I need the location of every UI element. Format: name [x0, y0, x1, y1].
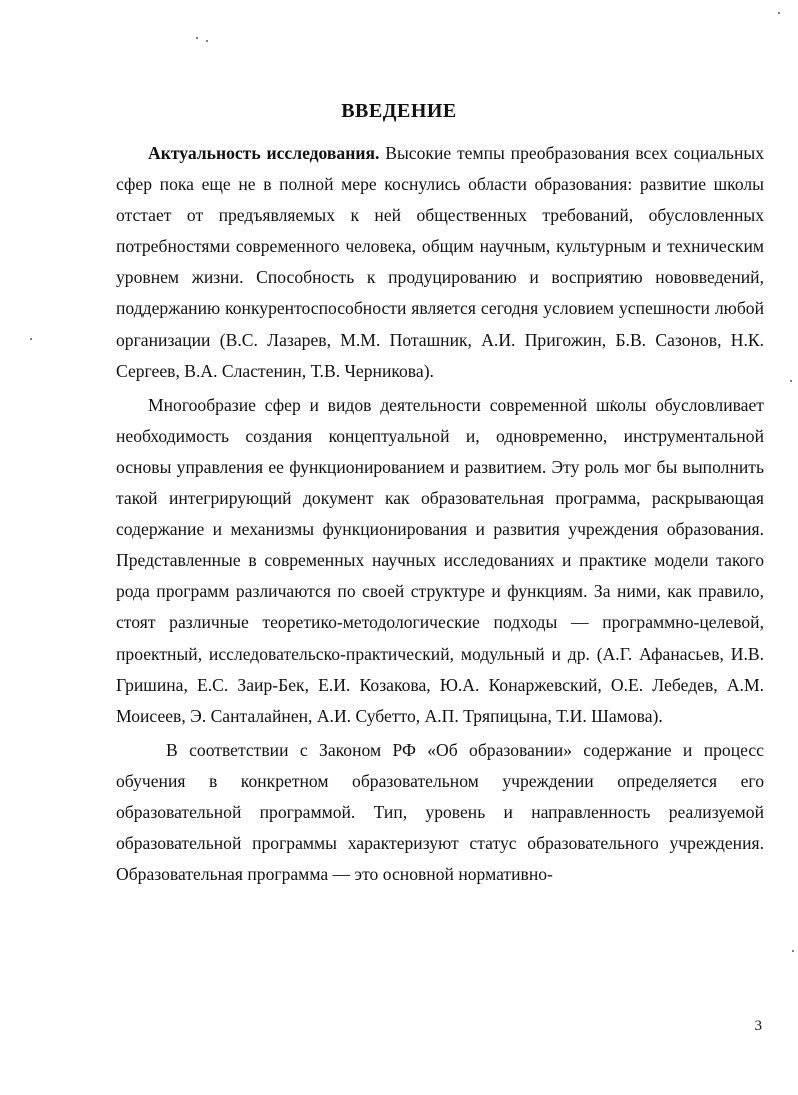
- page-title: ВВЕДЕНИЕ: [341, 100, 457, 122]
- scan-speck: [196, 37, 198, 39]
- paragraph-text: Высокие темпы преобразования всех социальных сфер пока еще не в полной мере коснулись области образования: развитие школы отстает от предъявляемых к ней общественных требований, обусловленных потребностями современного человека, общим научным, культурным и техническим уровнем жизни. Способность к продуцированию и восприятию нововведений, поддержанию конкурентоспособности является сегодня условием успешности любой организации (В.С. Лазарев, М.М. Поташник, А.И. Пригожин, Б.В. Сазонов, Н.К. Сергеев, В.А. Сластенин, Т.В. Черникова).: [116, 143, 764, 381]
- body-text: [116, 138, 764, 890]
- paragraph-relevance: [116, 138, 764, 387]
- scan-speck: [792, 950, 794, 952]
- paragraph-lead: Актуальность исследования.: [148, 143, 380, 163]
- scan-speck: [778, 12, 780, 14]
- scan-speck: [206, 40, 208, 42]
- page-number: 3: [754, 1018, 762, 1034]
- scan-speck: [30, 338, 32, 340]
- scan-speck: [790, 380, 792, 382]
- paragraph-law: В соответствии с Законом РФ «Об образовании» содержание и процесс обучения в конкретном образовательном учреждении определяется его образовательной программой. Тип, уровень и направленность реализуемой образовательной программы характеризуют статус образовательного учреждения. Образовательная программа — это основной нормативно-: [116, 739, 764, 885]
- paragraph-diversity: Многообразие сфер и видов деятельности современной школы обусловливает необходимость создания концептуальной и, одновременно, инструментальной основы управления ее функционированием и развитием. Эту роль мог бы выполнить такой интегрирующий документ как образовательная программа, раскрывающая содержание и механизмы функционирования и развития учреждения образования. Представленные в современных научных исследованиях и практике модели такого рода программ различаются по своей структуре и функциям. За ними, как правило, стоят различные теоретико-методологические подходы — программно-целевой, проектный, исследовательско-практический, модульный и др. (А.Г. Афанасьев, И.В. Гришина, Е.С. Заир-Бек, Е.И. Козакова, Ю.А. Конаржевский, О.Е. Лебедев, А.М. Моисеев, Э. Санталайнен, А.И. Субетто, А.П. Тряпицына, Т.И. Шамова).: [116, 394, 764, 726]
